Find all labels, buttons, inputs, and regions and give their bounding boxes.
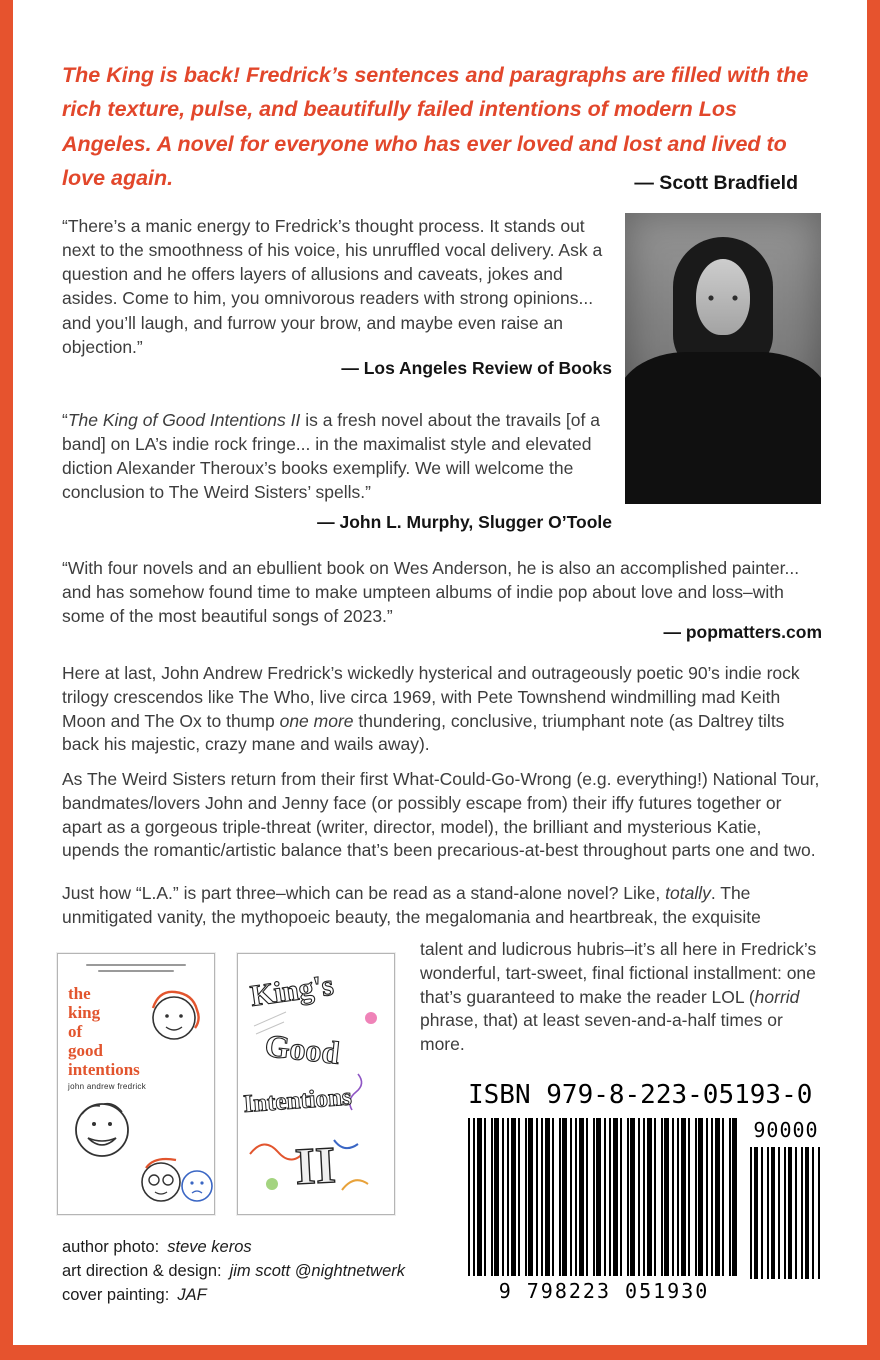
- synopsis-p3b-text: talent and ludicrous hubris–it’s all here in Fredrick’s wonderful, tart-sweet, final fictional installment: one that’s guaranteed to make the reader LOL (: [420, 939, 817, 1007]
- barcode-bars: [468, 1118, 740, 1276]
- credits-block: [62, 1236, 405, 1308]
- previous-book-covers: [57, 953, 395, 1215]
- frame-bottom-edge: [0, 1345, 880, 1360]
- credit-value: jim scott @nightnetwerk: [229, 1261, 405, 1280]
- credit-author-photo: [62, 1236, 405, 1260]
- synopsis-p1-text-end: thundering, conclusive, triumphant note (as Daltrey tilts back his majestic, crazy mane and wails away).: [62, 710, 785, 755]
- synopsis-p3b-text-end: phrase, that) at least seven-and-a-half times or more.: [420, 1010, 783, 1055]
- synopsis-p3-emphasis: totally: [665, 883, 711, 903]
- top-blurb: The King is back! Fredrick’s sentences and paragraphs are filled with the rich texture, pulse, and beautifully failed intentions of modern Los Angeles. A novel for everyone who has ever loved and lost and lived to love again.: [62, 63, 809, 191]
- quote-slugger-otoole-attribution: — John L. Murphy, Slugger O’Toole: [317, 512, 612, 532]
- quote-popmatters: “With four novels and an ebullient book on Wes Anderson, he is also an accomplished painter... and has somehow found time to make umpteen albums of indie pop about love and loss–with some of the most beautiful songs of 2023.”: [62, 558, 800, 627]
- author-photo-eyes: [696, 295, 750, 301]
- synopsis-p1-text: Here at last, John Andrew Fredrick’s wickedly hysterical and outrageously poetic 90’s indie rock trilogy crescendos like The Who, live circa 1969, with Pete Townshend windmilling mad Keith Moon and The Ox to thump: [62, 663, 800, 731]
- quote-popmatters-attribution: — popmatters.com: [663, 622, 822, 642]
- synopsis-paragraph-2: As The Weird Sisters return from their first What-Could-Go-Wrong (e.g. everything!) National Tour, bandmates/lovers John and Jenny face (or possibly escape from) their iffy futures together or apart as a gorgeous triple-threat (writer, director, model), the brilliant and mysterious Katie, upends the romantic/artistic balance that’s been precarious-at-best throughout parts one and two.: [62, 769, 820, 861]
- quote-body: is a fresh novel about the travails [of a band] on LA’s indie rock fringe... in the maximalist style and elevated diction Alexander Theroux’s books exemplify. We will welcome the conclusion to The Weird Sisters’ spells.”: [62, 410, 600, 503]
- frame-left-edge: [0, 0, 13, 1360]
- book1-author: john andrew fredrick: [68, 1082, 147, 1091]
- frame-right-edge: [867, 0, 880, 1360]
- quote-la-review-attribution: — Los Angeles Review of Books: [341, 358, 612, 378]
- barcode: [468, 1118, 824, 1303]
- barcode-price-code: 90000: [753, 1118, 819, 1142]
- book1-cover-thumbnail: [57, 953, 215, 1215]
- synopsis-p3-text-end: . The unmitigated vanity, the mythopoeic beauty, the megalomania and heartbreak, the exquisite: [62, 883, 761, 927]
- isbn-number: ISBN 979-8-223-05193-0: [468, 1080, 813, 1110]
- book2-art-word: II: [293, 1136, 338, 1196]
- quote-la-review: “There’s a manic energy to Fredrick’s thought process. It stands out next to the smoothness of his voice, his unruffled vocal delivery. Ask a question and he offers layers of allusions and caveats, jokes and asides. Come to him, you omnivorous readers with strong opinions... and you’ll laugh, and furrow your brow, and maybe even raise an objection.”: [62, 216, 603, 357]
- synopsis-paragraph-1: [62, 662, 822, 757]
- credit-cover-painting: [62, 1284, 405, 1308]
- barcode-addon-bars: [750, 1147, 822, 1279]
- author-photo-torso: [625, 352, 821, 504]
- book1-title-word: good: [68, 1041, 103, 1061]
- book2-art-word: King's: [248, 968, 336, 1013]
- top-blurb-attribution: — Scott Bradfield: [634, 172, 798, 194]
- synopsis-paragraph-3-wrap: [420, 938, 822, 1057]
- book2-cover-thumbnail: [237, 953, 395, 1215]
- synopsis-paragraph-3-start: [62, 882, 822, 930]
- credit-value: steve keros: [167, 1238, 252, 1256]
- barcode-digits: 9 798223 051930: [498, 1279, 710, 1303]
- synopsis-p1-emphasis: one more: [279, 710, 354, 731]
- book2-cover-art: [238, 954, 394, 1214]
- credit-label: cover painting:: [62, 1285, 170, 1304]
- synopsis-p3-text: Just how “L.A.” is part three–which can be read as a stand-alone novel? Like,: [62, 883, 666, 903]
- quote-open: “: [62, 410, 68, 430]
- isbn-block: [468, 1080, 824, 1303]
- barcode-main: [468, 1118, 740, 1303]
- book2-art-word: Good: [263, 1027, 342, 1071]
- synopsis-p3b-emphasis: horrid: [754, 986, 800, 1007]
- book1-title-word: the: [68, 984, 91, 1003]
- book1-title-word: intentions: [68, 1060, 140, 1080]
- author-photo: [625, 213, 821, 504]
- barcode-addon: [750, 1118, 822, 1279]
- book1-title-word: of: [68, 1022, 83, 1042]
- credit-art-direction: [62, 1260, 405, 1284]
- credit-label: art direction & design:: [62, 1261, 222, 1280]
- quoted-book-title: The King of Good Intentions II: [67, 410, 301, 430]
- credit-value: JAF: [177, 1285, 207, 1304]
- book1-title: [68, 984, 140, 1079]
- credit-label: author photo:: [62, 1238, 160, 1256]
- book1-title-word: king: [68, 1003, 101, 1023]
- book2-art-word: Intentions: [242, 1083, 353, 1118]
- quote-slugger-otoole: [62, 408, 612, 505]
